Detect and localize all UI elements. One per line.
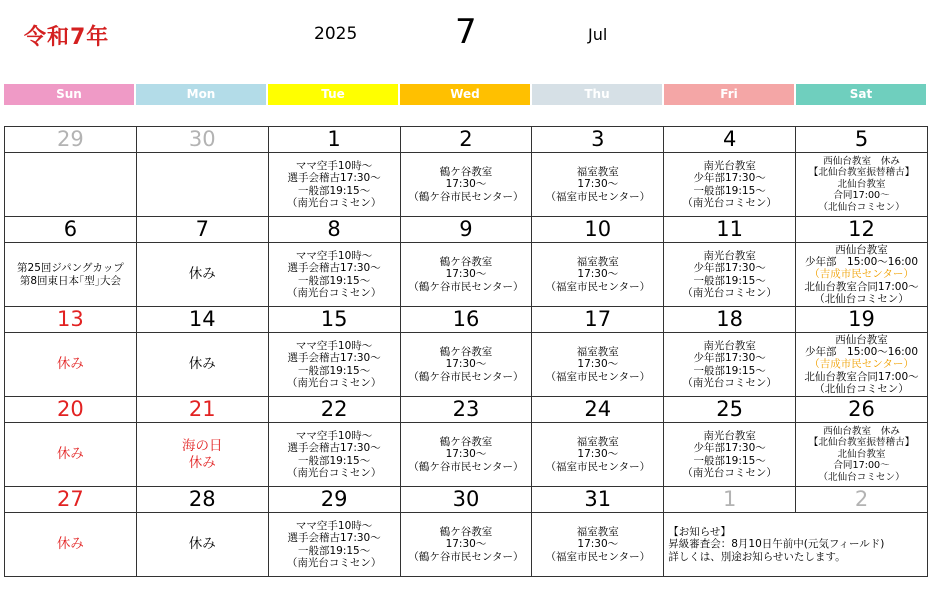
notice-title: 【お知らせ】 — [668, 526, 731, 539]
date-cell: 6 — [5, 217, 137, 243]
date-cell: 24 — [532, 397, 664, 423]
weekday-header-wed: Wed — [400, 84, 530, 105]
weekday-header-mon: Mon — [136, 84, 266, 105]
weekday-header-sat: Sat — [796, 84, 926, 105]
date-cell: 22 — [268, 397, 400, 423]
date-cell: 21 — [136, 397, 268, 423]
date-cell: 8 — [268, 217, 400, 243]
event-cell-fri: 南光台教室 少年部17:30～ 一般部19:15～ （南光台コミセン） — [664, 153, 796, 217]
event-cell-tue: ママ空手10時～ 選手会稽古17:30～ 一般部19:15～ （南光台コミセン） — [268, 423, 400, 487]
date-cell: 11 — [664, 217, 796, 243]
date-cell: 1 — [268, 127, 400, 153]
date-cell: 19 — [796, 307, 928, 333]
event-cell-thu: 福室教室 17:30～ （福室市民センター） — [532, 333, 664, 397]
week-row-4-dates — [5, 397, 928, 423]
date-cell: 7 — [136, 217, 268, 243]
date-cell: 1 — [664, 487, 796, 513]
date-cell: 17 — [532, 307, 664, 333]
event-cell-empty — [5, 153, 137, 217]
date-cell: 2 — [400, 127, 532, 153]
date-cell: 16 — [400, 307, 532, 333]
event-cell-mon-holiday: 海の日 休み — [136, 423, 268, 487]
date-cell: 13 — [5, 307, 137, 333]
date-cell: 28 — [136, 487, 268, 513]
event-cell-sat: 西仙台教室 休み 【北仙台教室振替稽古】 北仙台教室 合同17:00～ （北仙台コミセン） — [796, 153, 928, 217]
notice-line: 昇級審査会：8月10日午前中(元気フィールド) — [668, 538, 885, 551]
event-cell-thu: 福室教室 17:30～ （福室市民センター） — [532, 153, 664, 217]
date-cell: 23 — [400, 397, 532, 423]
event-cell-empty — [136, 153, 268, 217]
date-cell: 31 — [532, 487, 664, 513]
date-cell: 5 — [796, 127, 928, 153]
month-number: 7 — [455, 12, 477, 52]
event-cell-fri: 南光台教室 少年部17:30～ 一般部19:15～ （南光台コミセン） — [664, 423, 796, 487]
weekday-header-tue: Tue — [268, 84, 398, 105]
event-cell-thu: 福室教室 17:30～ （福室市民センター） — [532, 513, 664, 577]
calendar-grid — [4, 126, 928, 577]
date-cell: 26 — [796, 397, 928, 423]
week-row-3-events — [5, 333, 928, 397]
date-cell: 27 — [5, 487, 137, 513]
event-cell-wed: 鶴ケ谷教室 17:30～ （鶴ケ谷市民センター） — [400, 153, 532, 217]
event-cell-mon: 休み — [136, 513, 268, 577]
date-cell: 25 — [664, 397, 796, 423]
date-cell: 18 — [664, 307, 796, 333]
month-english: Jul — [588, 25, 608, 44]
week-row-3-dates — [5, 307, 928, 333]
event-cell-wed: 鶴ケ谷教室 17:30～ （鶴ケ谷市民センター） — [400, 513, 532, 577]
event-cell-mon: 休み — [136, 333, 268, 397]
year-label: 2025 — [314, 24, 358, 44]
date-cell: 12 — [796, 217, 928, 243]
event-cell-sat: 西仙台教室 休み 【北仙台教室振替稽古】 北仙台教室 合同17:00～ （北仙台コミセン） — [796, 423, 928, 487]
week-row-1-events — [5, 153, 928, 217]
event-cell-wed: 鶴ケ谷教室 17:30～ （鶴ケ谷市民センター） — [400, 243, 532, 307]
weekday-header-fri: Fri — [664, 84, 794, 105]
date-cell: 14 — [136, 307, 268, 333]
date-cell: 29 — [268, 487, 400, 513]
era-label: 令和7年 — [24, 25, 110, 50]
week-row-2-dates — [5, 217, 928, 243]
week-row-1-dates — [5, 127, 928, 153]
event-cell-tue: ママ空手10時～ 選手会稽古17:30～ 一般部19:15～ （南光台コミセン） — [268, 333, 400, 397]
date-cell: 30 — [400, 487, 532, 513]
date-cell: 29 — [5, 127, 137, 153]
event-cell-tue: ママ空手10時～ 選手会稽古17:30～ 一般部19:15～ （南光台コミセン） — [268, 513, 400, 577]
date-cell: 9 — [400, 217, 532, 243]
weekday-header-thu: Thu — [532, 84, 662, 105]
date-cell: 15 — [268, 307, 400, 333]
date-cell: 10 — [532, 217, 664, 243]
event-cell-thu: 福室教室 17:30～ （福室市民センター） — [532, 423, 664, 487]
date-cell: 20 — [5, 397, 137, 423]
event-cell-sat: 西仙台教室 少年部 15:00～16:00 （吉成市民センター） 北仙台教室合同17:00～ （北仙台コミセン） — [796, 243, 928, 307]
event-cell-sat: 西仙台教室 少年部 15:00～16:00 （吉成市民センター） 北仙台教室合同17:00～ （北仙台コミセン） — [796, 333, 928, 397]
event-cell-sun: 休み — [5, 333, 137, 397]
event-cell-fri: 南光台教室 少年部17:30～ 一般部19:15～ （南光台コミセン） — [664, 243, 796, 307]
notice-line: 詳しくは、別途お知らせいたします。 — [668, 550, 846, 563]
event-cell-sun: 休み — [5, 513, 137, 577]
event-cell-thu: 福室教室 17:30～ （福室市民センター） — [532, 243, 664, 307]
event-cell-fri: 南光台教室 少年部17:30～ 一般部19:15～ （南光台コミセン） — [664, 333, 796, 397]
event-cell-wed: 鶴ケ谷教室 17:30～ （鶴ケ谷市民センター） — [400, 333, 532, 397]
notice-box — [664, 513, 928, 577]
date-cell: 3 — [532, 127, 664, 153]
week-row-4-events — [5, 423, 928, 487]
event-cell-tue: ママ空手10時～ 選手会稽古17:30～ 一般部19:15～ （南光台コミセン） — [268, 243, 400, 307]
date-cell: 4 — [664, 127, 796, 153]
date-cell: 2 — [796, 487, 928, 513]
week-row-2-events — [5, 243, 928, 307]
week-row-5-events — [5, 513, 928, 577]
event-cell-tue: ママ空手10時～ 選手会稽古17:30～ 一般部19:15～ （南光台コミセン） — [268, 153, 400, 217]
weekday-header-sun: Sun — [4, 84, 134, 105]
event-cell-sun: 休み — [5, 423, 137, 487]
week-row-5-dates — [5, 487, 928, 513]
event-cell-sun: 第25回ジパングカップ 第8回東日本｢型｣大会 — [5, 243, 137, 307]
event-cell-wed: 鶴ケ谷教室 17:30～ （鶴ケ谷市民センター） — [400, 423, 532, 487]
date-cell: 30 — [136, 127, 268, 153]
event-cell-mon: 休み — [136, 243, 268, 307]
